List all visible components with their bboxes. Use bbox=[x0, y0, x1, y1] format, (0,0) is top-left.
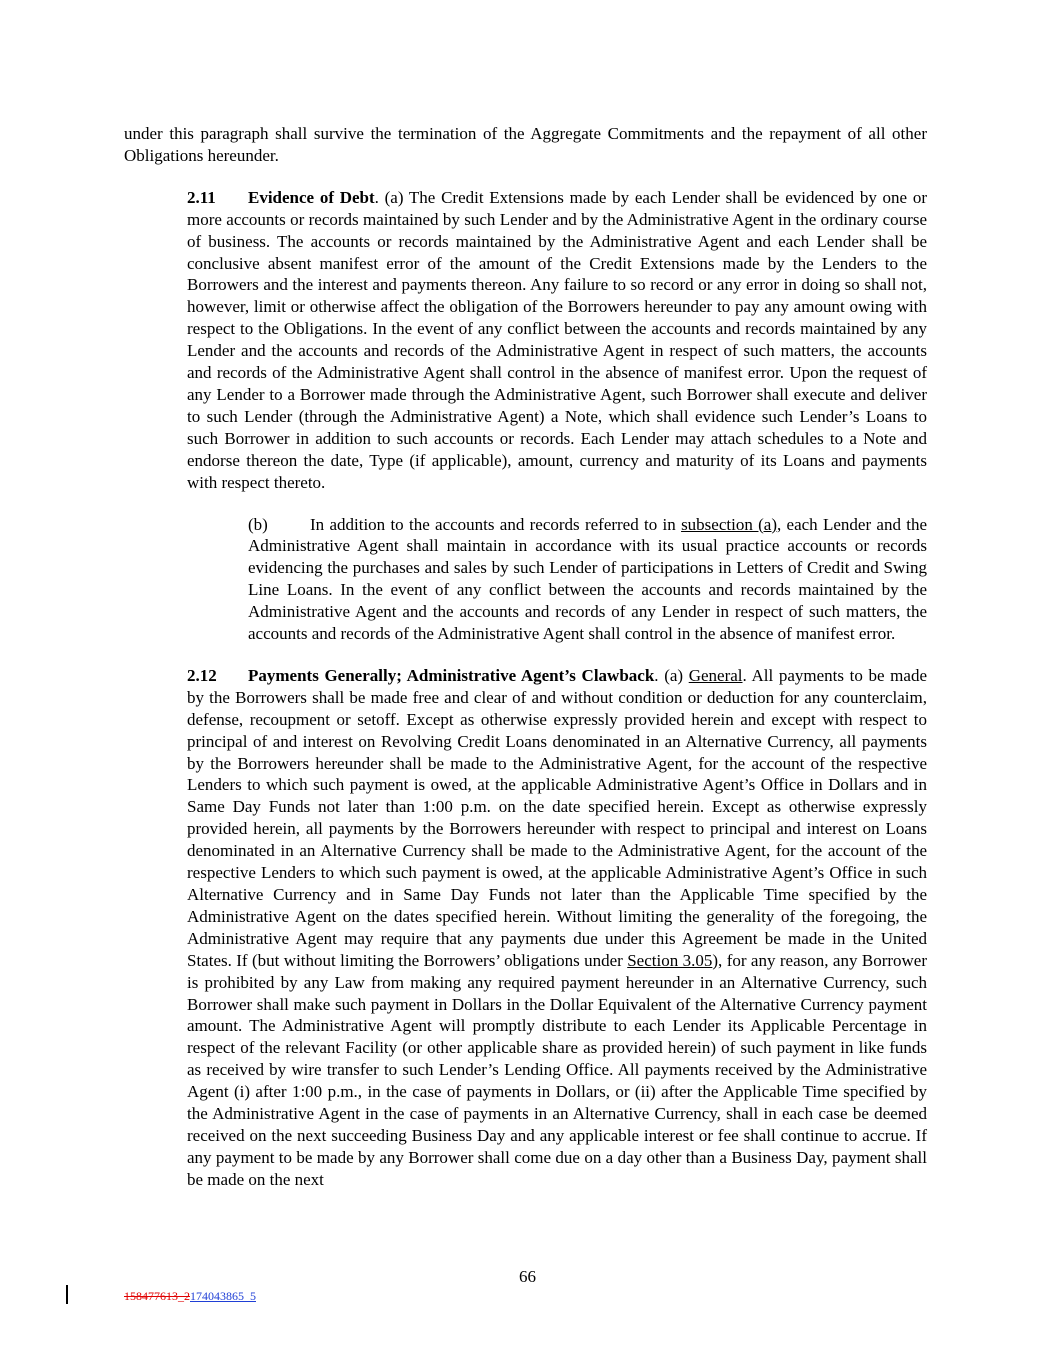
change-bar bbox=[66, 1285, 68, 1304]
section-text: . All payments to be made by the Borrowers shall be made free and clear of and without condition or deduction for any counterclaim, defense, recoupment or setoff. Except as otherwise expressly provided herein and except with respect to principal of and interest on Revolving Credit Loans denominated in an Alternative Currency, all payments by the Borrowers hereunder shall be made to the Administrative Agent, for the account of the respective Lenders to which such payment is owed, at the applicable Administrative Agent’s Office in Dollars and in Same Day Funds not later than 1:00 p.m. on the date specified herein. Except as otherwise expressly provided herein, all payments by the Borrowers hereunder with respect to principal and interest on Loans denominated in an Alternative Currency shall be made to the Administrative Agent, for the account of the respective Lenders to which such payment is owed, at the applicable Administrative Agent’s Office in such Alternative Currency and in Same Day Funds not later than the Applicable Time specified by the Administrative Agent on the dates specified herein. Without limiting the generality of the foregoing, the Administrative Agent may require that any payments due under this Agreement be made in the United States. If (but without limiting the Borrowers’ obligations under bbox=[187, 665, 927, 970]
subsection-label: (b) bbox=[248, 514, 268, 534]
subsection-text: In addition to the accounts and records referred to in bbox=[310, 514, 682, 534]
subsection-text-cont: , each Lender and the Administrative Agent shall maintain in accordance with its usual practice accounts or records evidencing the purchases and sales by such Lender of participations in Letters of Credit and Swing Line Loans. In the event of any conflict between the accounts and records maintained by the Administrative Agent and the accounts and records of any Lender in respect of such matters, the accounts and records of the Administrative Agent shall control in the absence of manifest error. bbox=[248, 514, 927, 644]
document-id bbox=[124, 1289, 256, 1304]
section-3-05-reference: Section 3.05 bbox=[627, 950, 713, 970]
continued-paragraph: under this paragraph shall survive the termination of the Aggregate Commitments and the repayment of all other Obligations hereunder. bbox=[124, 124, 927, 165]
document-body bbox=[124, 123, 927, 1191]
section-text-cont: ), for any reason, any Borrower is prohibited by any Law from making any required payment hereunder in an Alternative Currency, such Borrower shall make such payment in Dollars in the Dollar Equivalent of the Alternative Currency payment amount. The Administrative Agent will promptly distribute to each Lender its Applicable Percentage in respect of the relevant Facility (or other applicable share as provided herein) of such payment in like funds as received by wire transfer to such Lender’s Lending Office. All payments received by the Administrative Agent (i) after 1:00 p.m., in the case of payments in Dollars, or (ii) after the Applicable Time specified by the Administrative Agent in the case of payments in an Alternative Currency, shall in each case be deemed received on the next succeeding Business Day and any applicable interest or fee shall continue to accrue. If any payment to be made by any Borrower shall come due on a day other than a Business Day, payment shall be made on the next bbox=[187, 950, 927, 1189]
subsection-a-reference: subsection (a) bbox=[681, 514, 777, 534]
page-number: 66 bbox=[519, 1267, 536, 1286]
section-2-12 bbox=[124, 665, 927, 1191]
section-title: Payments Generally; Administrative Agent’s Clawback bbox=[248, 665, 655, 685]
document-id-deleted: 158477613_2 bbox=[124, 1289, 190, 1303]
section-title: Evidence of Debt bbox=[248, 187, 375, 207]
section-2-11-b bbox=[124, 514, 927, 645]
document-id-inserted: 174043865_5 bbox=[190, 1289, 256, 1303]
section-prefix: . (a) bbox=[654, 665, 689, 685]
section-2-11 bbox=[124, 187, 927, 494]
general-heading: General bbox=[688, 665, 743, 685]
section-text: . (a) The Credit Extensions made by each Lender shall be evidenced by one or more accounts or records maintained by such Lender and by the Administrative Agent in the ordinary course of business. The accounts or records maintained by the Administrative Agent and each Lender shall be conclusive absent manifest error of the amount of the Credit Extensions made by the Lenders to the Borrowers and the interest and payments thereon. Any failure to so record or any error in doing so shall not, however, limit or otherwise affect the obligation of the Borrowers hereunder to pay any amount owing with respect to the Obligations. In the event of any conflict between the accounts and records maintained by any Lender and the accounts and records of the Administrative Agent in respect of such matters, the accounts and records of the Administrative Agent shall control in the absence of manifest error. Upon the request of any Lender to a Borrower made through the Administrative Agent, such Borrower shall execute and deliver to such Lender (through the Administrative Agent) a Note, which shall evidence such Lender’s Loans to such Borrower in addition to such accounts or records. Each Lender may attach schedules to a Note and endorse thereon the date, Type (if applicable), amount, currency and maturity of its Loans and payments with respect thereto. bbox=[187, 187, 927, 492]
section-number: 2.11 bbox=[187, 187, 216, 207]
section-number: 2.12 bbox=[187, 665, 217, 685]
